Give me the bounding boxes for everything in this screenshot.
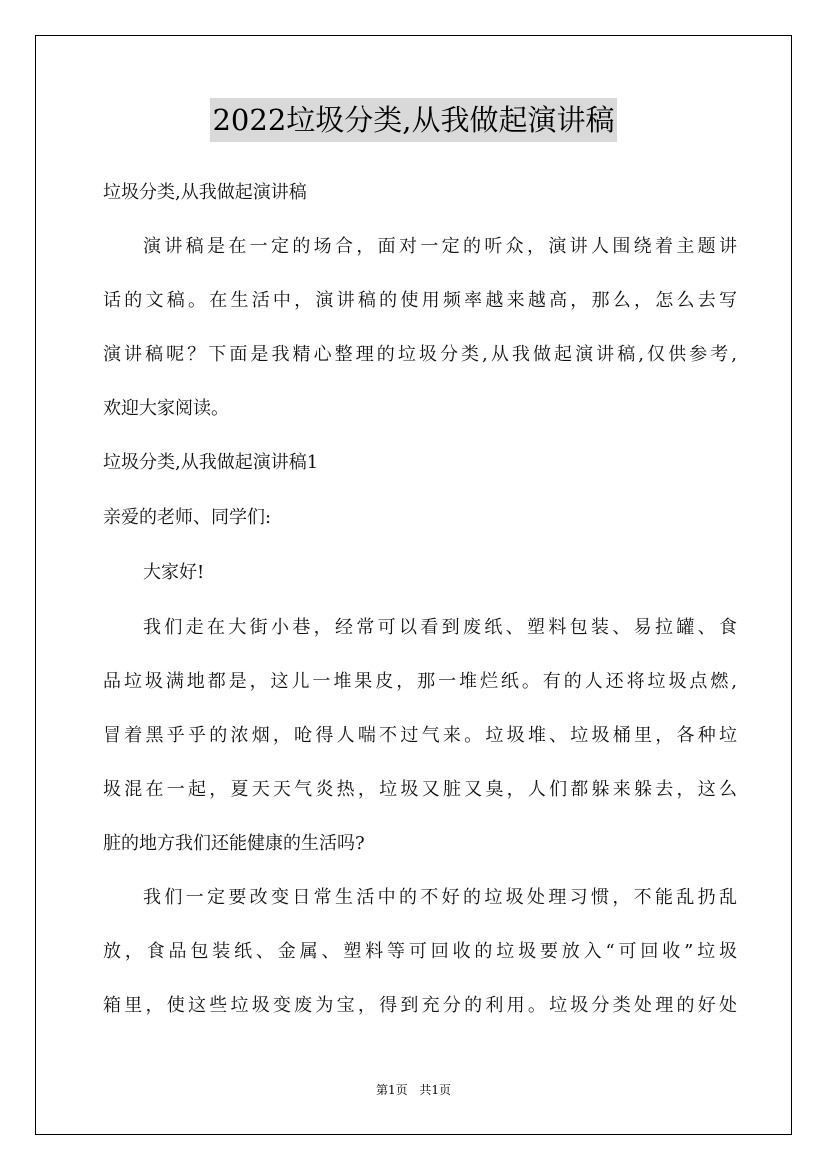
paragraph-line: 箱里，使这些垃圾变废为宝，得到充分的利用。垃圾分类处理的好处 bbox=[103, 995, 737, 1016]
page-total: 共1页 bbox=[419, 1083, 452, 1097]
paragraph-line: 品垃圾满地都是，这儿一堆果皮，那一堆烂纸。有的人还将垃圾点燃, bbox=[103, 671, 737, 692]
paragraph-line: 圾混在一起，夏天天气炎热，垃圾又脏又臭，人们都躲来躲去，这么 bbox=[103, 779, 737, 800]
greeting-line: 大家好! bbox=[143, 562, 205, 583]
title-container bbox=[0, 98, 827, 142]
paragraph-line: 我们一定要改变日常生活中的不好的垃圾处理习惯，不能乱扔乱 bbox=[143, 887, 737, 908]
paragraph-line: 演讲稿是在一定的场合，面对一定的听众，演讲人围绕着主题讲 bbox=[143, 236, 737, 257]
subtitle-line: 垃圾分类,从我做起演讲稿 bbox=[103, 182, 307, 203]
document-title: 2022垃圾分类,从我做起演讲稿 bbox=[210, 98, 616, 142]
page-number: 第1页 bbox=[375, 1083, 408, 1097]
salutation-line: 亲爱的老师、同学们: bbox=[103, 507, 272, 528]
section-heading: 垃圾分类,从我做起演讲稿1 bbox=[103, 452, 319, 473]
paragraph-line: 脏的地方我们还能健康的生活吗? bbox=[103, 833, 365, 854]
paragraph-line: 演讲稿呢？下面是我精心整理的垃圾分类,从我做起演讲稿,仅供参考, bbox=[103, 344, 737, 365]
paragraph-line: 话的文稿。在生活中，演讲稿的使用频率越来越高，那么，怎么去写 bbox=[103, 290, 737, 311]
paragraph-line: 放，食品包装纸、金属、塑料等可回收的垃圾要放入“可回收”垃圾 bbox=[103, 941, 737, 962]
paragraph-line: 冒着黑乎乎的浓烟，呛得人喘不过气来。垃圾堆、垃圾桶里，各种垃 bbox=[103, 725, 737, 746]
paragraph-line: 我们走在大街小巷，经常可以看到废纸、塑料包装、易拉罐、食 bbox=[143, 617, 737, 638]
page-footer bbox=[0, 1081, 827, 1099]
paragraph-line: 欢迎大家阅读。 bbox=[103, 398, 229, 419]
